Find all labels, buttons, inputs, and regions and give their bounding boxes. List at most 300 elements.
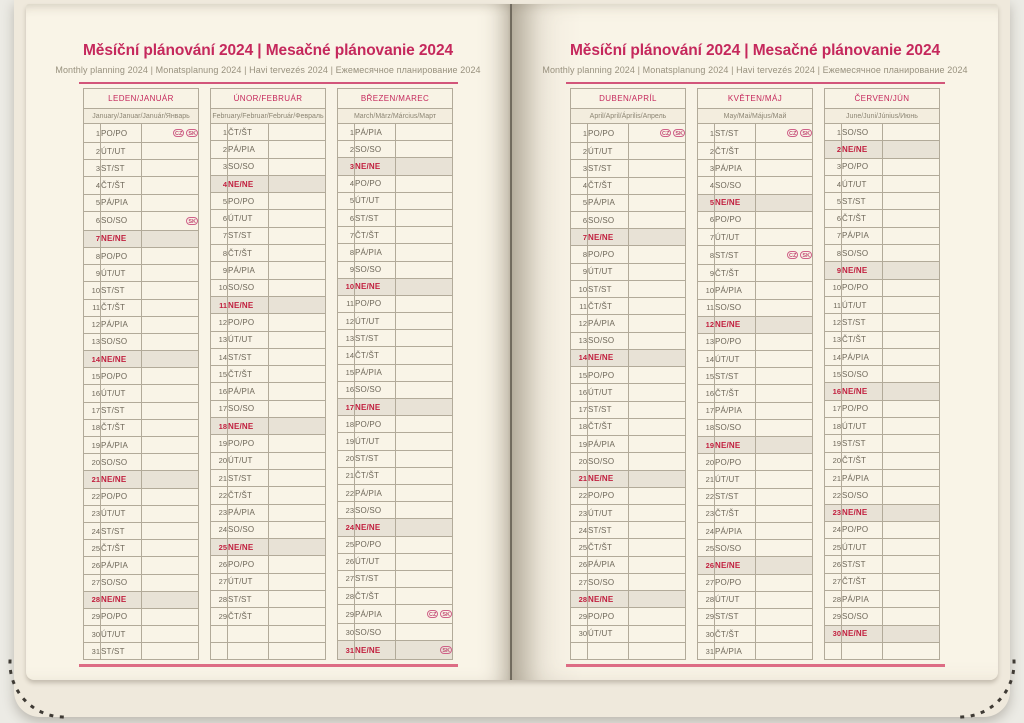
note-cell [269, 504, 326, 521]
note-cell [756, 194, 813, 211]
day-number: 25 [338, 536, 355, 553]
day-row [84, 402, 199, 419]
note-cell [142, 247, 199, 264]
page-subtitle: Monthly planning 2024 | Monatsplanung 2024 | Havi tervezés 2024 | Ежемесячное планирование 2024 [55, 65, 481, 75]
day-row [84, 177, 199, 194]
day-number: 4 [571, 177, 588, 194]
day-row [211, 314, 326, 331]
header-rule [566, 82, 945, 84]
day-abbrev: NE/NE [842, 504, 883, 521]
day-number: 9 [338, 261, 355, 278]
day-row [825, 141, 940, 158]
day-row [338, 261, 453, 278]
day-number: 24 [571, 522, 588, 539]
day-number: 21 [338, 467, 355, 484]
day-abbrev: ÚT/UT [715, 471, 756, 488]
day-abbrev: PÁ/PIA [355, 605, 396, 624]
day-number: 3 [338, 158, 355, 175]
day-number: 14 [338, 347, 355, 364]
day-row [571, 229, 686, 246]
day-row [825, 487, 940, 504]
month-title: ČERVEN/JÚN [825, 89, 940, 109]
day-row [698, 351, 813, 368]
day-number: 26 [211, 556, 228, 573]
day-abbrev: PÁ/PIA [101, 437, 142, 454]
day-abbrev: SO/SO [842, 608, 883, 625]
day-row [825, 469, 940, 486]
day-number: 10 [211, 279, 228, 296]
day-row [698, 540, 813, 557]
note-cell [269, 296, 326, 313]
header-rule [79, 82, 458, 84]
planner-spread [26, 4, 998, 680]
month-title: ÚNOR/FEBRUÁR [211, 89, 326, 109]
day-abbrev: ČT/ŠT [588, 418, 629, 435]
note-cell [883, 539, 940, 556]
day-row [84, 471, 199, 488]
day-number: 4 [825, 175, 842, 192]
note-cell [883, 158, 940, 175]
day-abbrev: ČT/ŠT [715, 265, 756, 282]
day-row [84, 488, 199, 505]
note-cell [396, 124, 453, 141]
note-cell [883, 469, 940, 486]
day-row [825, 210, 940, 227]
day-number: 8 [211, 245, 228, 262]
day-abbrev: ČT/ŠT [228, 487, 269, 504]
day-abbrev: PÁ/PIA [355, 244, 396, 261]
note-cell [142, 574, 199, 591]
month-languages: June/Juni/Június/Июнь [825, 109, 940, 124]
note-cell [269, 245, 326, 262]
note-cell [629, 573, 686, 590]
note-cell [396, 416, 453, 433]
day-abbrev: PO/PO [715, 333, 756, 350]
day-abbrev: NE/NE [588, 229, 629, 246]
note-cell [756, 540, 813, 557]
day-number: 29 [211, 608, 228, 625]
note-cell [756, 177, 813, 194]
day-row [211, 279, 326, 296]
note-cell [629, 401, 686, 418]
day-row [84, 591, 199, 608]
day-row [338, 227, 453, 244]
month-languages: March/März/Március/Март [338, 109, 453, 124]
note-cell [269, 262, 326, 279]
day-abbrev: SO/SO [842, 487, 883, 504]
day-number: 29 [571, 608, 588, 625]
day-row [825, 296, 940, 313]
day-row [84, 351, 199, 368]
day-number: 28 [825, 591, 842, 608]
day-number: 24 [338, 519, 355, 536]
day-abbrev: PO/PO [842, 279, 883, 296]
day-row [211, 608, 326, 625]
note-cell [756, 557, 813, 574]
day-number: 29 [698, 608, 715, 625]
note-cell [629, 436, 686, 453]
day-row [698, 437, 813, 454]
note-cell [883, 400, 940, 417]
day-row [84, 368, 199, 385]
day-abbrev: SO/SO [715, 419, 756, 436]
note-cell [269, 383, 326, 400]
day-row [571, 194, 686, 211]
months-row-right [512, 88, 998, 660]
day-row [84, 608, 199, 625]
note-cell [629, 642, 686, 660]
note-cell [756, 368, 813, 385]
day-number: 12 [571, 315, 588, 332]
holiday-badge-sk-icon: SK [802, 252, 810, 259]
day-number: 30 [338, 624, 355, 641]
day-row [825, 521, 940, 538]
note-cell [883, 383, 940, 400]
day-abbrev: PO/PO [588, 124, 629, 143]
day-row [571, 401, 686, 418]
day-abbrev: NE/NE [228, 296, 269, 313]
day-abbrev: PO/PO [101, 488, 142, 505]
note-cell [756, 282, 813, 299]
day-row [571, 124, 686, 143]
note-cell [269, 331, 326, 348]
day-row [211, 452, 326, 469]
day-row [211, 227, 326, 244]
note-cell [756, 333, 813, 350]
note-cell [269, 158, 326, 175]
day-abbrev: PÁ/PIA [842, 227, 883, 244]
day-number: 25 [698, 540, 715, 557]
day-number: 25 [211, 539, 228, 556]
day-number: 15 [825, 366, 842, 383]
day-abbrev: PO/PO [228, 193, 269, 210]
day-abbrev: ÚT/UT [101, 505, 142, 522]
note-cell [142, 265, 199, 282]
day-abbrev: SO/SO [101, 454, 142, 471]
day-row [825, 452, 940, 469]
day-row [84, 522, 199, 539]
day-abbrev: PÁ/PIA [228, 504, 269, 521]
day-abbrev: ČT/ŠT [101, 177, 142, 194]
note-cell [269, 175, 326, 192]
day-number: 3 [211, 158, 228, 175]
note-cell [269, 279, 326, 296]
day-number: 26 [338, 553, 355, 570]
day-number: 24 [825, 521, 842, 538]
day-abbrev: PÁ/PIA [842, 469, 883, 486]
day-row [84, 211, 199, 230]
day-number: 15 [698, 368, 715, 385]
day-abbrev: PÁ/PIA [715, 160, 756, 177]
day-row [338, 624, 453, 641]
day-row [338, 124, 453, 141]
note-cell [756, 299, 813, 316]
day-abbrev: SO/SO [842, 124, 883, 141]
note-cell [756, 437, 813, 454]
day-number: 15 [571, 367, 588, 384]
day-abbrev: ČT/ŠT [842, 573, 883, 590]
holiday-badge-cz-icon: CZ [429, 612, 437, 619]
day-number: 21 [825, 469, 842, 486]
note-cell [629, 212, 686, 229]
day-row [571, 556, 686, 573]
note-cell [883, 175, 940, 192]
day-number: 1 [338, 124, 355, 141]
note-cell [269, 348, 326, 365]
day-abbrev: NE/NE [101, 471, 142, 488]
day-row [211, 331, 326, 348]
day-number: 13 [698, 333, 715, 350]
note-cell [396, 175, 453, 192]
day-abbrev: ČT/ŠT [588, 298, 629, 315]
day-row [84, 282, 199, 299]
day-row [338, 570, 453, 587]
day-abbrev: ÚT/UT [715, 591, 756, 608]
note-cell [629, 556, 686, 573]
note-cell [629, 229, 686, 246]
note-cell [396, 433, 453, 450]
note-cell [269, 400, 326, 417]
day-number: 17 [698, 402, 715, 419]
note-cell [396, 381, 453, 398]
holiday-badge-sk-icon: SK [442, 612, 450, 619]
day-abbrev: SO/SO [355, 141, 396, 158]
day-abbrev: NE/NE [715, 316, 756, 333]
day-abbrev: PÁ/PIA [228, 262, 269, 279]
day-row [84, 626, 199, 643]
note-cell [396, 330, 453, 347]
day-number: 6 [698, 211, 715, 228]
day-row [211, 435, 326, 452]
day-row [825, 608, 940, 625]
day-row [571, 143, 686, 160]
note-cell [629, 315, 686, 332]
day-abbrev: ČT/ŠT [588, 539, 629, 556]
note-cell [396, 399, 453, 416]
day-row [698, 454, 813, 471]
day-abbrev: SO/SO [588, 212, 629, 229]
day-row [338, 158, 453, 175]
note-cell [142, 643, 199, 660]
day-number: 4 [84, 177, 101, 194]
note-cell [396, 605, 453, 624]
day-number: 27 [698, 574, 715, 591]
day-row [825, 158, 940, 175]
day-row [698, 228, 813, 245]
day-number: 22 [698, 488, 715, 505]
day-row [698, 299, 813, 316]
day-abbrev: ST/ST [355, 450, 396, 467]
day-number: 1 [84, 124, 101, 143]
day-abbrev: PÁ/PIA [842, 348, 883, 365]
day-number: 2 [211, 141, 228, 158]
day-row [571, 470, 686, 487]
note-cell [142, 211, 199, 230]
holiday-badge-cz-icon: CZ [175, 130, 183, 137]
day-abbrev: ÚT/UT [842, 296, 883, 313]
day-number: 20 [338, 450, 355, 467]
day-row [698, 402, 813, 419]
day-abbrev: SO/SO [101, 211, 142, 230]
note-cell [142, 194, 199, 211]
note-cell [883, 556, 940, 573]
day-abbrev: ST/ST [101, 282, 142, 299]
note-cell [269, 573, 326, 590]
day-number: 17 [825, 400, 842, 417]
day-number: 23 [84, 505, 101, 522]
month-table-duben-april [570, 88, 686, 660]
day-row [211, 348, 326, 365]
day-row [825, 124, 940, 141]
day-number: 22 [571, 487, 588, 504]
note-cell [396, 553, 453, 570]
note-cell [756, 522, 813, 539]
day-number: 22 [84, 488, 101, 505]
day-number: 22 [211, 487, 228, 504]
page-header-left [26, 4, 510, 84]
day-abbrev [228, 642, 269, 660]
note-cell [142, 437, 199, 454]
day-abbrev: SO/SO [715, 540, 756, 557]
day-row [338, 141, 453, 158]
day-number: 20 [571, 453, 588, 470]
day-abbrev: NE/NE [228, 418, 269, 435]
day-row [825, 556, 940, 573]
day-row [84, 124, 199, 143]
day-number: 21 [571, 470, 588, 487]
day-number: 8 [698, 246, 715, 265]
day-abbrev: SO/SO [228, 158, 269, 175]
day-abbrev: SO/SO [355, 381, 396, 398]
day-number [211, 642, 228, 660]
day-number: 19 [698, 437, 715, 454]
note-cell [396, 502, 453, 519]
day-number: 16 [571, 384, 588, 401]
day-row [338, 381, 453, 398]
day-abbrev: ÚT/UT [101, 143, 142, 160]
day-number: 7 [211, 227, 228, 244]
day-row [825, 504, 940, 521]
day-abbrev: ST/ST [355, 209, 396, 226]
day-row [211, 400, 326, 417]
day-row [698, 368, 813, 385]
day-number: 14 [211, 348, 228, 365]
note-cell [396, 450, 453, 467]
day-row [571, 349, 686, 366]
note-cell [396, 192, 453, 209]
day-number: 12 [211, 314, 228, 331]
day-number: 20 [825, 452, 842, 469]
day-number: 27 [338, 570, 355, 587]
day-abbrev: PO/PO [101, 608, 142, 625]
day-row [84, 557, 199, 574]
day-row [825, 418, 940, 435]
day-abbrev: ČT/ŠT [228, 124, 269, 141]
note-cell [396, 158, 453, 175]
note-cell [756, 265, 813, 282]
holiday-badge-sk-icon: SK [802, 130, 810, 137]
day-number: 30 [698, 626, 715, 643]
day-abbrev: ČT/ŠT [715, 505, 756, 522]
day-number: 11 [825, 296, 842, 313]
note-cell [756, 488, 813, 505]
month-title: DUBEN/APRÍL [571, 89, 686, 109]
day-number: 26 [571, 556, 588, 573]
note-cell [629, 263, 686, 280]
day-number: 24 [698, 522, 715, 539]
month-title: BŘEZEN/MAREC [338, 89, 453, 109]
day-abbrev: ÚT/UT [228, 210, 269, 227]
note-cell [142, 333, 199, 350]
day-row [338, 244, 453, 261]
day-number: 11 [211, 296, 228, 313]
day-abbrev: PÁ/PIA [355, 364, 396, 381]
note-cell [629, 160, 686, 177]
day-abbrev: NE/NE [715, 557, 756, 574]
day-abbrev: ČT/ŠT [355, 467, 396, 484]
day-abbrev: NE/NE [101, 591, 142, 608]
day-row [698, 194, 813, 211]
day-abbrev: NE/NE [588, 470, 629, 487]
day-row [571, 160, 686, 177]
note-cell [396, 278, 453, 295]
day-row [825, 279, 940, 296]
day-number: 17 [338, 399, 355, 416]
day-number: 6 [338, 209, 355, 226]
note-cell [396, 624, 453, 641]
day-number: 8 [825, 245, 842, 262]
day-number: 20 [698, 454, 715, 471]
day-abbrev: ST/ST [588, 280, 629, 297]
day-row [571, 539, 686, 556]
day-abbrev: ČT/ŠT [715, 626, 756, 643]
day-number: 15 [84, 368, 101, 385]
day-row [211, 296, 326, 313]
day-number: 14 [698, 351, 715, 368]
day-abbrev: ÚT/UT [228, 452, 269, 469]
day-abbrev: NE/NE [355, 641, 396, 660]
day-number: 10 [84, 282, 101, 299]
day-abbrev: SO/SO [228, 400, 269, 417]
day-row [84, 299, 199, 316]
note-cell [142, 626, 199, 643]
note-cell [883, 262, 940, 279]
day-number: 16 [84, 385, 101, 402]
note-cell [396, 347, 453, 364]
note-cell [142, 591, 199, 608]
note-cell [756, 143, 813, 160]
note-cell [142, 488, 199, 505]
day-abbrev: NE/NE [842, 625, 883, 642]
day-row [825, 314, 940, 331]
page-left [26, 4, 512, 680]
day-abbrev: ST/ST [842, 314, 883, 331]
day-abbrev: ČT/ŠT [715, 385, 756, 402]
day-abbrev: ST/ST [715, 368, 756, 385]
note-cell [756, 574, 813, 591]
day-row [571, 591, 686, 608]
day-abbrev: SO/SO [588, 453, 629, 470]
day-row [84, 143, 199, 160]
day-abbrev: PÁ/PIA [588, 315, 629, 332]
day-row [698, 505, 813, 522]
day-row [211, 469, 326, 486]
day-number: 12 [338, 313, 355, 330]
day-abbrev: PO/PO [842, 521, 883, 538]
day-number [211, 625, 228, 642]
day-abbrev: ST/ST [715, 608, 756, 625]
day-number: 1 [698, 124, 715, 143]
